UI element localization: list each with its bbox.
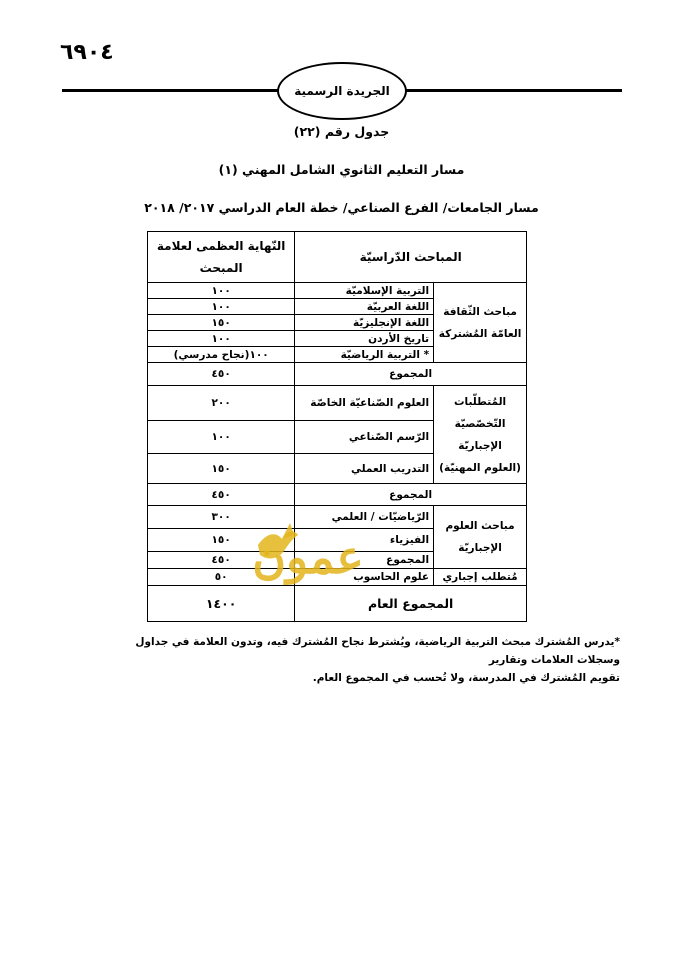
watermark-text: عمون [252, 530, 364, 584]
footnote-line-1: *يدرس المُشترك مبحث التربية الرياضية، ويُشترط نجاح المُشترك فيه، وتدون العلامة في جداول وسجلات العلامات وتقارير [135, 636, 620, 666]
max-mark-cell: ١٥٠ [148, 454, 295, 484]
subject-cell: اللغة الإنجليزيّة [295, 315, 434, 331]
max-mark-cell: ١٥٠ [148, 529, 295, 552]
footnote-line-2: تقويم المُشترك في المدرسة، ولا تُحسب في المجموع العام. [312, 672, 620, 684]
table-row [148, 386, 527, 421]
table-number: جدول رقم (٢٢) [293, 124, 390, 139]
page-title: مسار التعليم الثانوي الشامل المهني (١) [218, 162, 465, 177]
subject-cell: الفيزياء [295, 529, 434, 552]
footnote [100, 633, 620, 687]
total-value: ٤٥٠ [148, 363, 295, 386]
total-label: المجموع [295, 552, 434, 569]
max-mark-cell: ١٠٠ [148, 283, 295, 299]
group2-label: المُتطلّبات التّخصّصيّة الإجباريّة (العلوم المهنيّة) [439, 395, 521, 474]
max-mark-cell: ١٠٠(نجاح مدرسي) [148, 347, 295, 363]
gazette-name: الجريدة الرسمية [294, 84, 390, 98]
table-header-row [148, 232, 527, 283]
watermark [238, 495, 378, 605]
total-label: المجموع [295, 484, 527, 506]
header-subjects: المباحث الدّراسيّة [295, 232, 527, 283]
total-label: المجموع [295, 363, 527, 386]
subject-cell: التربية الإسلاميّة [295, 283, 434, 299]
total-value: ٤٥٠ [148, 484, 295, 506]
group4-label: مُتطلب إجباري [434, 569, 527, 586]
group-label [434, 386, 527, 484]
header-max-mark: النّهاية العظمى لعلامة المبحث [148, 232, 295, 283]
subject-cell: التدريب العملي [295, 454, 434, 484]
max-mark-cell: ١٠٠ [148, 299, 295, 315]
max-mark-cell: ١٥٠ [148, 315, 295, 331]
max-mark-cell: ٢٠٠ [148, 386, 295, 421]
subject-cell: اللغة العربيّة [295, 299, 434, 315]
total-value: ٤٥٠ [148, 552, 295, 569]
group1-label: مباحث الثّقافة العامّة المُشتركة [438, 305, 522, 340]
subject-cell: تاريخ الأردن [295, 331, 434, 347]
page-subtitle: مسار الجامعات/ الفرع الصناعي/ خطة العام الدراسي ٢٠١٧/ ٢٠١٨ [144, 200, 539, 215]
subject-cell: العلوم الصّناعيّة الخاصّة [295, 386, 434, 421]
total-row [148, 363, 527, 386]
group-label [434, 283, 527, 363]
grand-total-label: المجموع العام [295, 586, 527, 622]
group3-label: مباحث العلوم الإجباريّة [445, 520, 515, 554]
max-mark-cell: ١٠٠ [148, 331, 295, 347]
subject-cell: الرّسم الصّناعي [295, 421, 434, 454]
max-mark-cell: ٣٠٠ [148, 506, 295, 529]
max-mark-cell: ٥٠ [148, 569, 295, 586]
table-row [148, 283, 527, 299]
subject-cell: علوم الحاسوب [295, 569, 434, 586]
grand-total-value: ١٤٠٠ [148, 586, 295, 622]
subject-cell: الرّياضيّات / العلمي [295, 506, 434, 529]
subject-cell: * التربية الرياضيّة [295, 347, 434, 363]
gazette-name-badge [277, 62, 407, 120]
page-number: ٦٩٠٤ [60, 40, 114, 65]
group-label [434, 506, 527, 569]
max-mark-cell: ١٠٠ [148, 421, 295, 454]
